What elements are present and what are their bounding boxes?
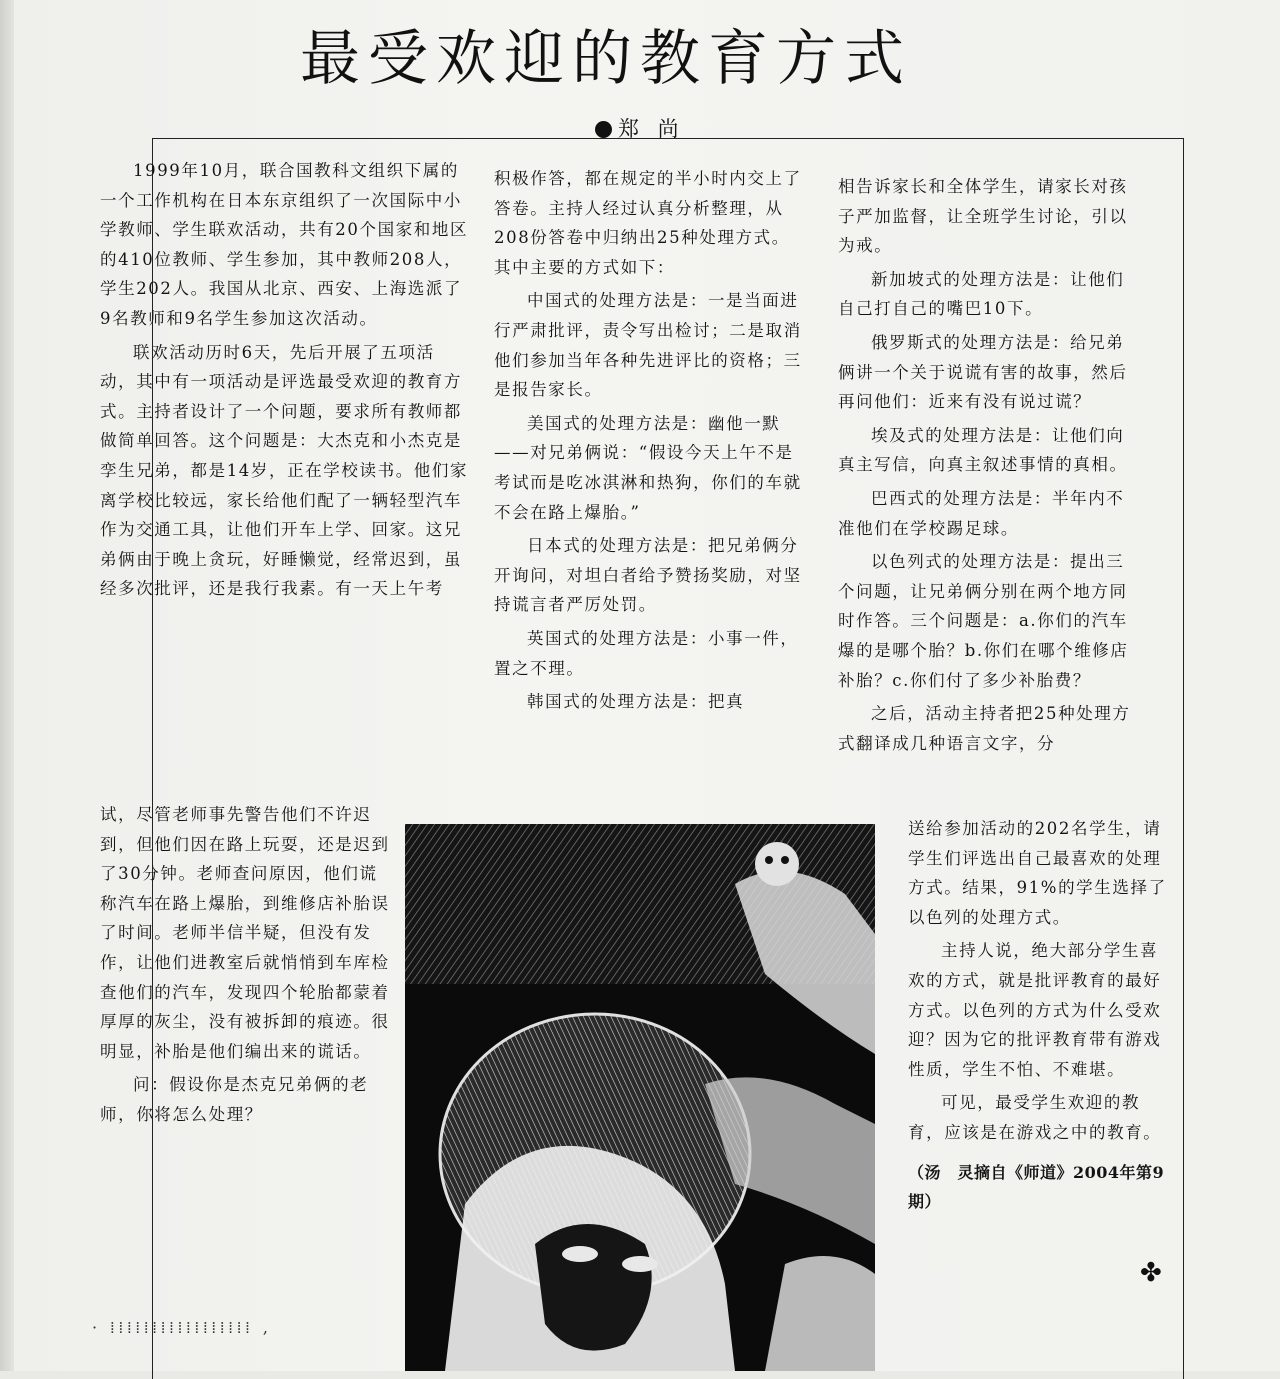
column-3-bottom [908,814,1170,1217]
paragraph-uk: 英国式的处理方法是：小事一件，置之不理。 [494,628,799,678]
bullet-icon [595,121,612,138]
paragraph: 送给参加活动的202名学生，请学生们评选出自己最喜欢的处理方式。结果，91%的学生选择了以色列的处理方式。 [908,819,1167,927]
column-2 [494,164,806,717]
article-title: 最受欢迎的教育方式 [300,24,912,94]
paragraph: 主持人说，绝大部分学生喜欢的方式，就是批评教育的最好方式。以色列的方式为什么受欢迎？因为它的批评教育带有游戏性质，学生不怕、不难堪。 [908,941,1162,1079]
paragraph: 1999年10月，联合国教科文组织下属的一个工作机构在日本东京组织了一次国际中小学教师、学生联欢活动，共有20个国家和地区的410位教师、学生参加，其中教师208人，学生202人。我国从北京、西安、上海选派了9名教师和9名学生参加这次活动。 [100,161,469,328]
paragraph: 试，尽管老师事先警告他们不许迟到，但他们因在路上玩耍，还是迟到了30分钟。老师查问原因，他们谎称汽车在路上爆胎，到维修店补胎误了时间。老师半信半疑，但没有发作，让他们进教室后就悄悄到车库检查他们的汽车，发现四个轮胎都蒙着厚厚的灰尘，没有被拆卸的痕迹。很明显，补胎是他们编出来的谎话。 [100,805,390,1061]
paragraph-brazil: 巴西式的处理方法是：半年内不准他们在学校踢足球。 [838,488,1125,538]
column-1-top [100,156,470,604]
question-paragraph: 问：假设你是杰克兄弟俩的老师，你将怎么处理？ [100,1075,369,1124]
bottom-marks: · ⁞⁞⁞⁞⁞⁞⁞⁞⁞⁞⁞⁞⁞⁞⁞⁞⁞ , [92,1318,272,1337]
paragraph-conclusion: 可见，最受学生欢迎的教育，应该是在游戏之中的教育。 [908,1093,1162,1142]
illustration-art [405,824,875,1371]
paragraph-china: 中国式的处理方法是：一是当面进行严肃批评，责令写出检讨；二是取消他们参加当年各种先进评比的资格；三是报告家长。 [494,291,802,400]
paragraph-singapore: 新加坡式的处理方法是：让他们自己打自己的嘴巴10下。 [838,269,1125,319]
paragraph: 之后，活动主持者把25种处理方式翻译成几种语言文字，分 [838,704,1131,753]
author-name: 郑 尚 [618,117,685,141]
page-left-edge [0,0,14,1371]
paragraph-egypt: 埃及式的处理方法是：让他们向真主写信，向真主叙述事情的真相。 [838,425,1128,475]
paragraph-japan: 日本式的处理方法是：把兄弟俩分开询问，对坦白者给予赞扬奖励，对坚持谎言者严厉处罚。 [494,536,802,615]
end-mark-icon: ✤ [1140,1258,1162,1288]
paragraph: 相告诉家长和全体学生，请家长对孩子严加监督，让全班学生讨论，引以为戒。 [838,177,1128,256]
paragraph-russia: 俄罗斯式的处理方法是：给兄弟俩讲一个关于说谎有害的故事，然后再问他们：近来有没有说过谎？ [838,332,1128,412]
column-1-bottom [100,800,390,1130]
paragraph-israel: 以色列式的处理方法是：提出三个问题，让兄弟俩分别在两个地方同时作答。三个问题是：a.你们的汽车爆的是哪个胎？b.你们在哪个维修店补胎？c.你们付了多少补胎费？ [838,552,1129,690]
paragraph: 联欢活动历时6天，先后开展了五项活动，其中有一项活动是评选最受欢迎的教育方式。主持者设计了一个问题，要求所有教师都做简单回答。这个问题是：大杰克和小杰克是孪生兄弟，都是14岁，正在学校读书。他们家离学校比较远，家长给他们配了一辆轻型汽车作为交通工具，让他们开车上学、回家。这兄弟俩由于晚上贪玩，好睡懒觉，经常迟到，虽经多次批评，还是我行我素。有一天上午考 [100,342,469,599]
paragraph-korea: 韩国式的处理方法是：把真 [527,692,745,712]
paragraph-usa: 美国式的处理方法是：幽他一默——对兄弟俩说：“假设今天上午不是考试而是吃冰淇淋和热狗，你们的车就不会在路上爆胎。” [494,413,802,522]
source-credit: （汤 灵摘自《师道》2004年第9期） [908,1162,1165,1212]
paragraph: 积极作答，都在规定的半小时内交上了答卷。主持人经过认真分析整理，从208份答卷中归纳出25种处理方式。其中主要的方式如下： [494,169,802,277]
column-3-top [838,172,1138,758]
illustration-image [405,824,875,1371]
